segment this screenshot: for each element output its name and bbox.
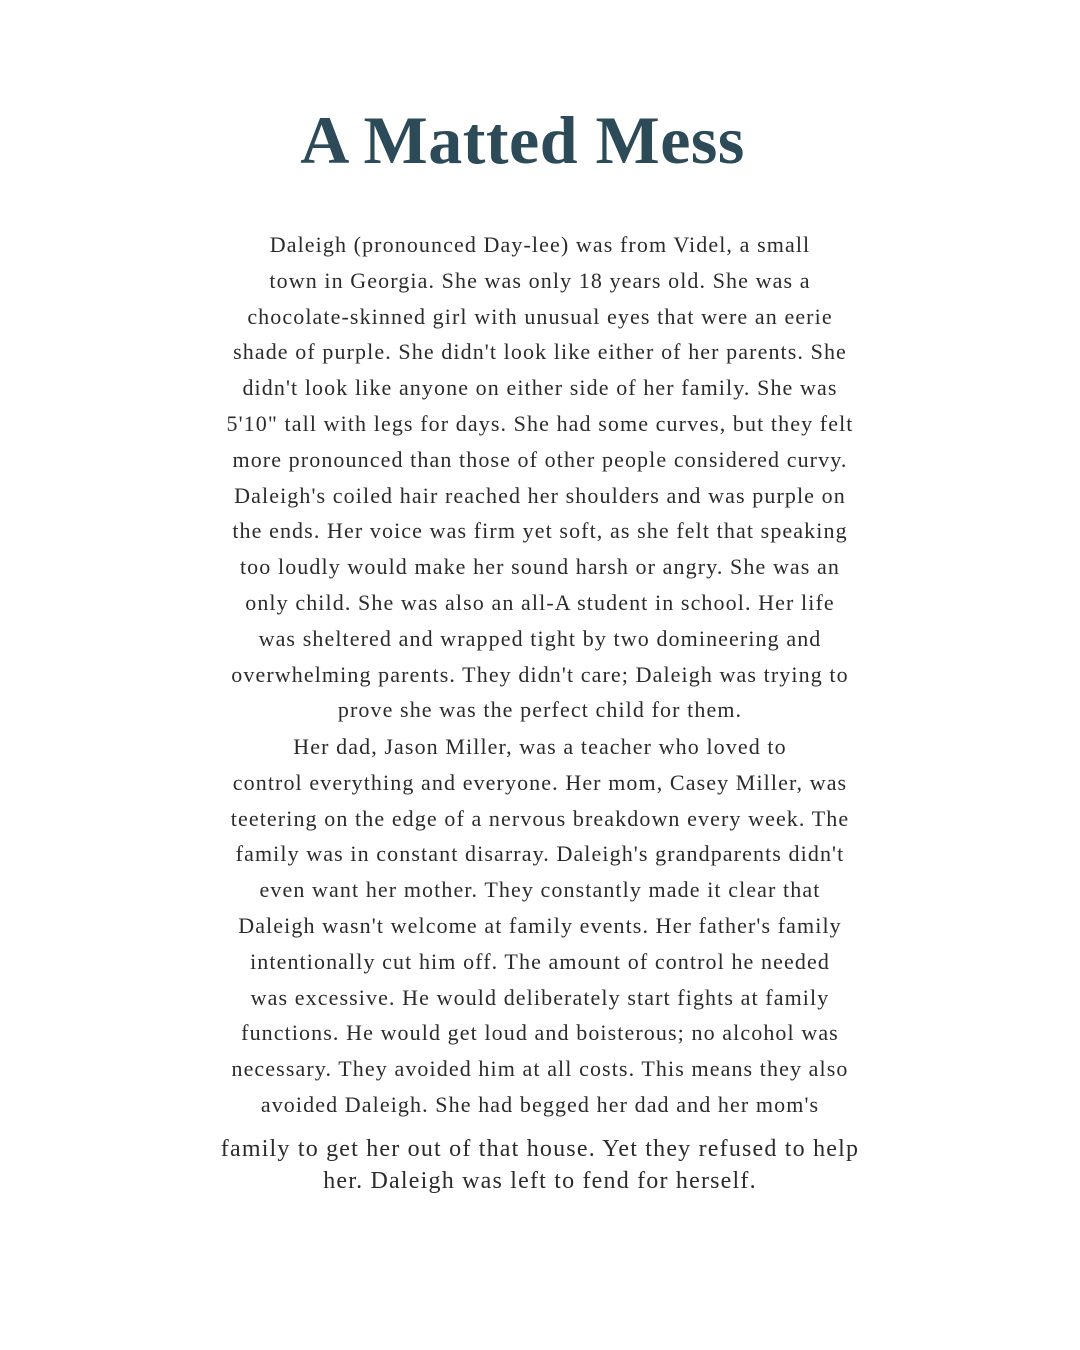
text-line: was excessive. He would deliberately start fights at family bbox=[250, 984, 830, 1010]
text-line: town in Georgia. She was only 18 years old. She was a bbox=[269, 267, 811, 293]
paragraph-3 bbox=[140, 1133, 940, 1197]
text-line: even want her mother. They constantly made it clear that bbox=[259, 877, 821, 903]
text-line: control everything and everyone. Her mom, Casey Miller, was bbox=[232, 769, 848, 795]
text-line: family to get her out of that house. Yet they refused to help bbox=[220, 1136, 860, 1162]
text-line: intentionally cut him off. The amount of control he needed bbox=[250, 948, 830, 974]
text-line: functions. He would get loud and boisterous; no alcohol was bbox=[241, 1020, 839, 1046]
text-line: avoided Daleigh. She had begged her dad and her mom's bbox=[260, 1091, 820, 1117]
text-line: Daleigh wasn't welcome at family events. Her father's family bbox=[238, 912, 842, 938]
text-line: teetering on the edge of a nervous breakdown every week. The bbox=[230, 805, 850, 831]
text-line: Her dad, Jason Miller, was a teacher who loved to bbox=[293, 734, 787, 759]
text-line: prove she was the perfect child for them. bbox=[337, 697, 743, 723]
text-line: only child. She was also an all-A student in school. Her life bbox=[245, 589, 835, 615]
text-line: didn't look like anyone on either side of her family. She was bbox=[242, 375, 838, 401]
paragraph-2 bbox=[150, 729, 930, 1123]
document-title: A Matted Mess bbox=[300, 102, 745, 178]
text-line: shade of purple. She didn't look like either of her parents. She bbox=[233, 339, 847, 365]
text-line: the ends. Her voice was firm yet soft, as she felt that speaking bbox=[232, 518, 848, 544]
text-line: more pronounced than those of other people considered curvy. bbox=[232, 446, 848, 472]
text-line: necessary. They avoided him at all costs. This means they also bbox=[231, 1056, 849, 1082]
text-line: Daleigh's coiled hair reached her shoulders and was purple on bbox=[234, 482, 846, 508]
text-line: too loudly would make her sound harsh or angry. She was an bbox=[239, 554, 841, 580]
text-line: Daleigh (pronounced Day-lee) was from Videl, a small bbox=[269, 232, 811, 257]
text-line: overwhelming parents. They didn't care; Daleigh was trying to bbox=[231, 661, 849, 687]
text-line: her. Daleigh was left to fend for herself. bbox=[323, 1168, 757, 1194]
text-line: chocolate-skinned girl with unusual eyes that were an eerie bbox=[247, 303, 833, 329]
text-line: family was in constant disarray. Daleigh's grandparents didn't bbox=[235, 841, 845, 867]
paragraph-1 bbox=[150, 227, 930, 728]
text-line: was sheltered and wrapped tight by two domineering and bbox=[258, 625, 822, 651]
text-line: 5'10" tall with legs for days. She had some curves, but they felt bbox=[226, 410, 854, 436]
